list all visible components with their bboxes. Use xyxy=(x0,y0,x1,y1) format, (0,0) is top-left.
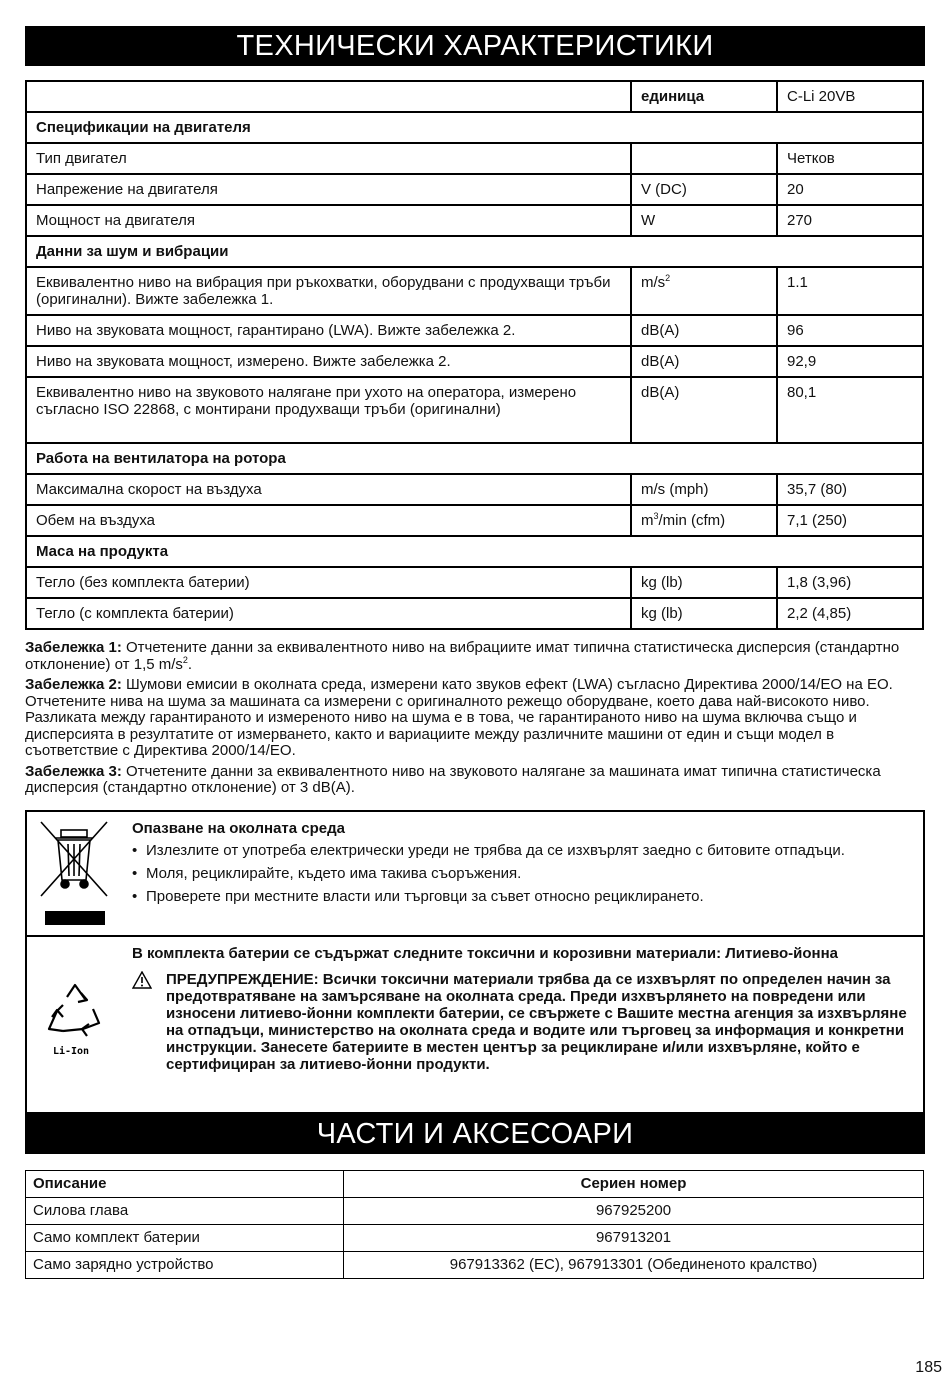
spec-row xyxy=(26,143,923,174)
spec-value: 96 xyxy=(777,315,923,346)
note-2 xyxy=(25,677,925,760)
table-row xyxy=(26,1225,924,1252)
list-item: • Проверете при местните власти или търговци за съвет относно рециклирането. xyxy=(132,888,704,905)
spec-header-model: C-Li 20VB xyxy=(777,81,923,112)
part-desc: Само комплект батерии xyxy=(26,1225,344,1252)
spec-label: Ниво на звуковата мощност, измерено. Вижте забележка 2. xyxy=(26,346,631,377)
spec-section-label: Работа на вентилатора на ротора xyxy=(26,443,923,474)
list-item: • Моля, рециклирайте, където има такива съоръжения. xyxy=(132,865,522,882)
spec-label: Мощност на двигателя xyxy=(26,205,631,236)
parts-header-desc: Описание xyxy=(26,1171,344,1198)
unit-base: m xyxy=(641,512,654,529)
note-1-label: Забележка 1: xyxy=(25,639,122,656)
spec-unit: kg (lb) xyxy=(631,598,777,629)
table-row xyxy=(26,1252,924,1279)
spec-section-row xyxy=(26,443,923,474)
parts-title: ЧАСТИ И АКСЕСОАРИ xyxy=(25,1114,925,1154)
part-serial: 967913201 xyxy=(344,1225,924,1252)
spec-row xyxy=(26,474,923,505)
spec-unit: W xyxy=(631,205,777,236)
unit-superscript: 3 xyxy=(653,511,659,521)
spec-unit: V (DC) xyxy=(631,174,777,205)
spec-header-unit: единица xyxy=(631,81,777,112)
spec-value: 92,9 xyxy=(777,346,923,377)
bullet-text: Моля, рециклирайте, където има такива съоръжения. xyxy=(146,865,522,882)
spec-row xyxy=(26,267,923,315)
page-number: 185 xyxy=(915,1359,942,1376)
spec-section-label: Данни за шум и вибрации xyxy=(26,236,923,267)
weee-row xyxy=(27,812,923,937)
environment-box xyxy=(25,810,925,1114)
part-serial: 967925200 xyxy=(344,1198,924,1225)
spec-value: 7,1 (250) xyxy=(777,505,923,536)
spec-label: Тип двигател xyxy=(26,143,631,174)
note-1-end: . xyxy=(187,655,193,673)
spec-unit xyxy=(631,143,777,174)
spec-section-row xyxy=(26,536,923,567)
spec-unit xyxy=(631,505,777,536)
environment-title: Опазване на околната среда xyxy=(132,820,345,837)
spec-section-row xyxy=(26,236,923,267)
spec-unit: m/s (mph) xyxy=(631,474,777,505)
spec-section-label: Спецификации на двигателя xyxy=(26,112,923,143)
note-1 xyxy=(25,640,925,673)
notes-section xyxy=(25,640,925,801)
battery-warning xyxy=(132,971,912,1073)
li-ion-recycle-icon xyxy=(27,937,123,1112)
bullet-text: Излезлите от употреба електрически уреди не трябва да се изхвърлят заедно с битовите отпадъци. xyxy=(146,842,845,859)
spec-table xyxy=(25,80,924,630)
table-row xyxy=(26,1198,924,1225)
spec-unit: dB(A) xyxy=(631,346,777,377)
spec-value: 270 xyxy=(777,205,923,236)
weee-bin-icon xyxy=(27,812,123,935)
spec-row xyxy=(26,567,923,598)
spec-label: Обем на въздуха xyxy=(26,505,631,536)
spec-value: 35,7 (80) xyxy=(777,474,923,505)
note-1-superscript: 2 xyxy=(182,654,188,665)
spec-header-row xyxy=(26,81,923,112)
weee-text xyxy=(132,820,912,911)
spec-row xyxy=(26,205,923,236)
parts-table xyxy=(25,1170,924,1279)
spec-value: 2,2 (4,85) xyxy=(777,598,923,629)
unit-base: m/s xyxy=(641,274,666,291)
spec-row xyxy=(26,377,923,443)
part-desc: Силова глава xyxy=(26,1198,344,1225)
spec-label: Тегло (без комплекта батерии) xyxy=(26,567,631,598)
spec-row xyxy=(26,505,923,536)
spec-row xyxy=(26,315,923,346)
li-ion-label: Li-Ion xyxy=(52,1046,90,1057)
spec-unit: dB(A) xyxy=(631,315,777,346)
bullet-text: Проверете при местните власти или търговци за съвет относно рециклирането. xyxy=(146,888,704,905)
tech-specs-title: ТЕХНИЧЕСКИ ХАРАКТЕРИСТИКИ xyxy=(25,26,925,66)
unit-superscript: 2 xyxy=(665,273,671,283)
part-serial: 967913362 (ЕС), 967913301 (Обединеното кралство) xyxy=(344,1252,924,1279)
battery-title: В комплекта батерии се съдържат следните токсични и корозивни материали: Литиево-йонна xyxy=(132,945,838,962)
warning-text: ПРЕДУПРЕЖДЕНИЕ: Всички токсични материали трябва да се изхвърлят по определен начин за предотвратяване на замърсяване на околната среда. Преди изхвърлянето на повредени или износени литиево-йонни комплекти батерии, се свържете с Вашите местна агенция за изхвърляне на отпадъци, министерство на околната среда и водите или търговец за информация и конкретни инструкции. Занесете батериите в местен център за рециклиране и/или изхвърляне, който е сертифициран за литиево-йонни продукти. xyxy=(166,971,907,1073)
spec-value: Четков xyxy=(777,143,923,174)
spec-row xyxy=(26,174,923,205)
warning-triangle-icon xyxy=(132,971,152,993)
parts-header-row xyxy=(26,1171,924,1198)
spec-label: Максимална скорост на въздуха xyxy=(26,474,631,505)
note-3 xyxy=(25,764,925,797)
note-1-text: Отчетените данни за еквивалентното ниво на вибрациите имат типична статистическа дисперсия (стандартно отклонение) от 1,5 m/s xyxy=(25,639,900,673)
spec-value: 20 xyxy=(777,174,923,205)
spec-unit: kg (lb) xyxy=(631,567,777,598)
unit-suffix: /min (cfm) xyxy=(658,512,726,529)
spec-value: 1.1 xyxy=(777,267,923,315)
list-item: • Излезлите от употреба електрически уреди не трябва да се изхвърлят заедно с битовите отпадъци. xyxy=(132,842,845,859)
battery-row xyxy=(27,937,923,1112)
spec-label: Ниво на звуковата мощност, гарантирано (LWA). Вижте забележка 2. xyxy=(26,315,631,346)
spec-row xyxy=(26,598,923,629)
note-3-text: Отчетените данни за еквивалентното ниво на звуковото налягане за машината имат типична статистическа дисперсия (стандартно отклонение) от 3 dB(A). xyxy=(25,762,881,796)
note-2-text: Шумови емисии в околната среда, измерени като звуков ефект (LWA) съгласно Директива 2000/14/ЕО на ЕО. Отчетените нива на шума за машината са измерени с оригиналното режещо оборудване, което дава най-високото ниво. Разликата между гарантираното и измереното ниво на шума е в това, че гарантираното ниво на шума включва също и дисперсията в резултатите от измерването, както и вариациите между различните машини от един и същи модел в съответствие с Директива 2000/14/ЕО. xyxy=(25,676,893,759)
spec-unit: dB(A) xyxy=(631,377,777,443)
spec-label: Еквивалентно ниво на звуковото налягане при ухото на оператора, измерено съгласно ISO 22868, с монтирани продухващи тръби (оригинални) xyxy=(26,377,631,443)
part-desc: Само зарядно устройство xyxy=(26,1252,344,1279)
parts-header-serial: Сериен номер xyxy=(344,1171,924,1198)
spec-section-label: Маса на продукта xyxy=(26,536,923,567)
spec-header-label xyxy=(26,81,631,112)
environment-bullets xyxy=(132,842,912,905)
note-2-label: Забележка 2: xyxy=(25,676,122,693)
spec-section-row xyxy=(26,112,923,143)
spec-label: Тегло (с комплекта батерии) xyxy=(26,598,631,629)
battery-text xyxy=(132,945,912,1073)
spec-row xyxy=(26,346,923,377)
spec-value: 80,1 xyxy=(777,377,923,443)
note-3-label: Забележка 3: xyxy=(25,762,122,780)
spec-unit xyxy=(631,267,777,315)
spec-label: Еквивалентно ниво на вибрация при ръкохватки, оборудвани с продухващи тръби (оригинални). Вижте забележка 1. xyxy=(26,267,631,315)
spec-value: 1,8 (3,96) xyxy=(777,567,923,598)
spec-label: Напрежение на двигателя xyxy=(26,174,631,205)
